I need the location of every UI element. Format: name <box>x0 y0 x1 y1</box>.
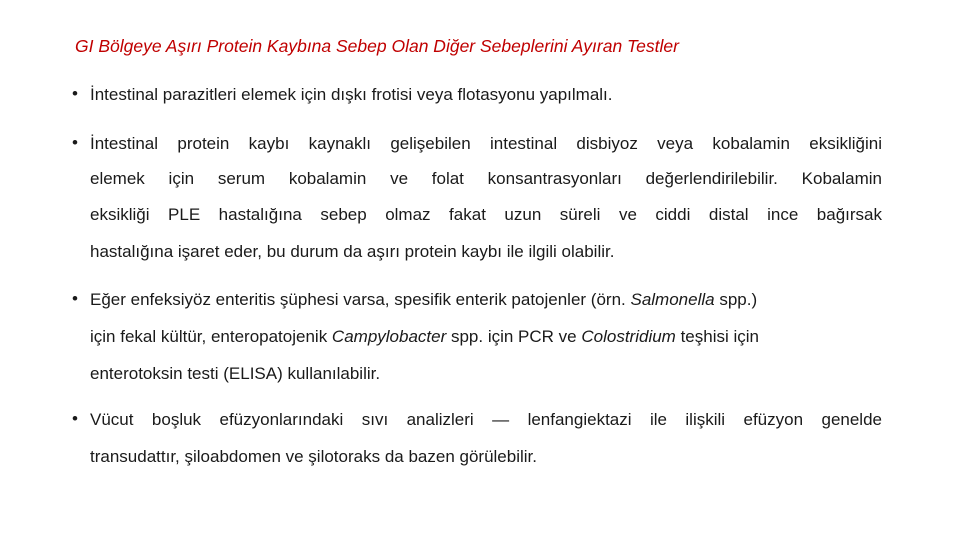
bullet-line: için fekal kültür, enteropatojenik Campylobacter spp. için PCR ve Colostridium teşhisi için <box>90 327 759 346</box>
bullet-line: İntestinal protein kaybı kaynaklı gelişebilen intestinal disbiyoz veya kobalamin eksikliğini <box>90 134 882 153</box>
organism-name: Campylobacter <box>331 327 447 346</box>
bullet-icon: • <box>72 289 78 308</box>
bullet-line: Eğer enfeksiyöz enteritis şüphesi varsa, spesifik enterik patojenler (örn. Salmonella spp.) <box>90 290 758 309</box>
bullet-icon: • <box>72 84 78 103</box>
bullet-line: Vücut boşluk efüzyonlarındaki sıvı analizleri — lenfangiektazi ile ilişkili efüzyon genelde <box>90 410 882 429</box>
organism-name: Colostridium <box>581 327 676 346</box>
bullet-icon: • <box>72 133 78 152</box>
bullet-line: transudattır, şiloabdomen ve şilotoraks da bazen görülebilir. <box>90 447 537 466</box>
bullet-line: enterotoksin testi (ELISA) kullanılabilir. <box>90 364 381 383</box>
slide-title: GI Bölgeye Aşırı Protein Kaybına Sebep Olan Diğer Sebeplerini Ayıran Testler <box>75 36 679 56</box>
bullet-line: hastalığına işaret eder, bu durum da aşırı protein kaybı ile ilgili olabilir. <box>90 242 615 261</box>
bullet-line: elemek için serum kobalamin ve folat konsantrasyonları değerlendirilebilir. Kobalamin <box>90 169 882 188</box>
organism-name: Salmonella <box>630 290 715 309</box>
bullet-line: eksikliği PLE hastalığına sebep olmaz fakat uzun süreli ve ciddi distal ince bağırsak <box>90 205 882 224</box>
bullet-icon: • <box>72 409 78 428</box>
bullet-line: İntestinal parazitleri elemek için dışkı frotisi veya flotasyonu yapılmalı. <box>90 85 613 104</box>
